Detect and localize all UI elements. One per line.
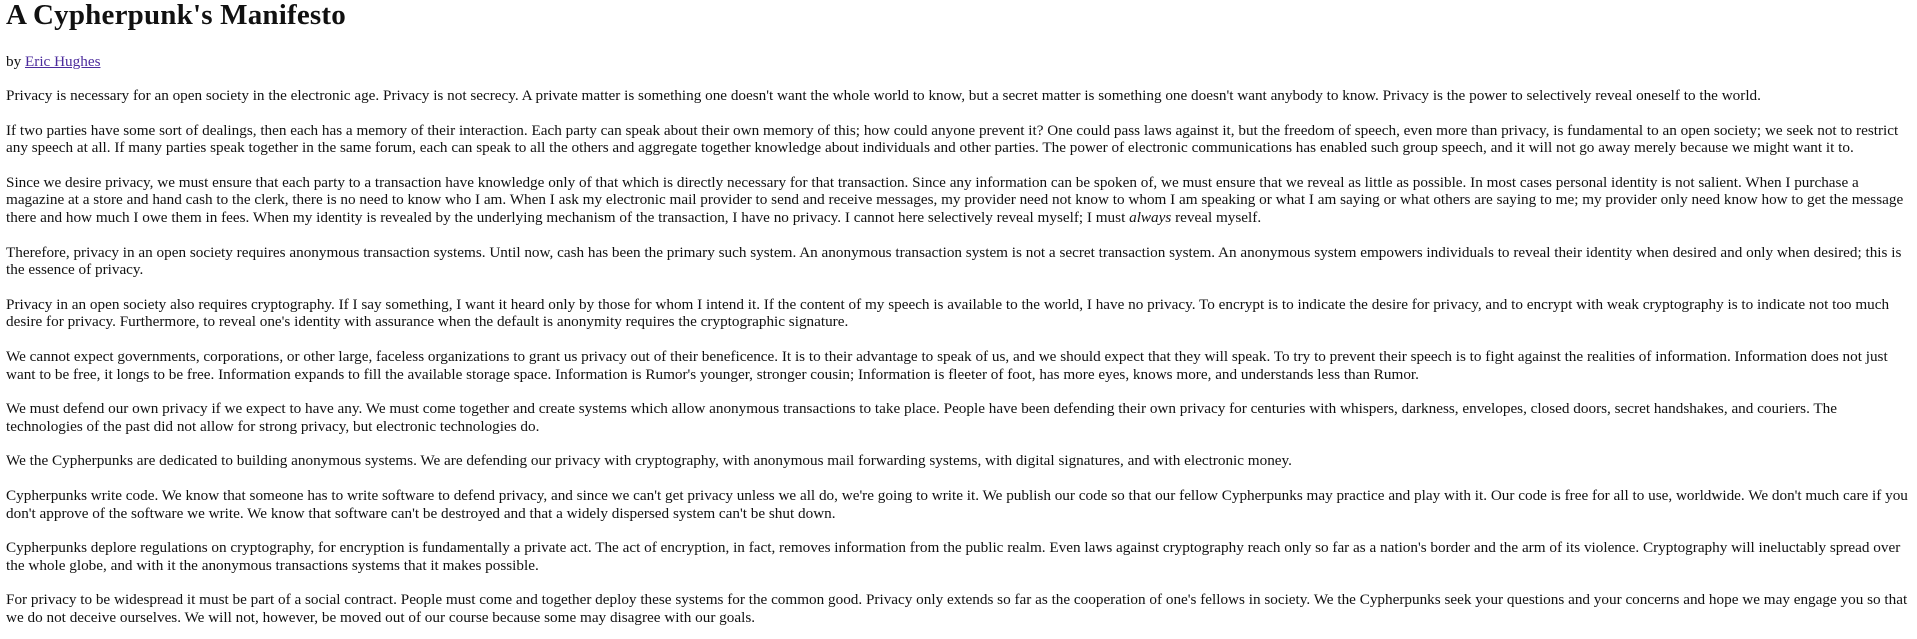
paragraph-2: If two parties have some sort of dealings, then each has a memory of their interaction. Each party can speak about their own memory of this; how could anyone prevent it? One could pass laws against it, but the freedom of speech, even more than privacy, is fundamental to an open society; we seek not to restrict any speech at all. If many parties speak together in the same forum, each can speak to all the others and aggregate together knowledge about individuals and other parties. The power of electronic communications has enabled such group speech, and it will not go away merely because we might want it to. bbox=[6, 121, 1899, 157]
paragraph-5: Privacy in an open society also requires cryptography. If I say something, I want it heard only by those for whom I intend it. If the content of my speech is available to the world, I have no privacy. To encrypt is to indicate the desire for privacy, and to encrypt with weak cryptography is to indicate not too much desire for privacy. Furthermore, to reveal one's identity with assurance when the default is anonymity requires the cryptographic signature. bbox=[6, 295, 1890, 331]
page-title: A Cypherpunk's Manifesto bbox=[6, 0, 346, 31]
byline-prefix: by bbox=[6, 53, 25, 70]
paragraph-10: Cypherpunks deplore regulations on cryptography, for encryption is fundamentally a private act. The act of encryption, in fact, removes information from the public realm. Even laws against cryptography reach only so far as a nation's border and the arm of its violence. Cryptography will ineluctably spread over the whole globe, and with it the anonymous transactions systems that it makes possible. bbox=[6, 539, 1901, 574]
paragraph-3-text: Since we desire privacy, we must ensure that each party to a transaction have knowledge only of that which is directly necessary for that transaction. Since any information can be spoken of, we must ensure that we reveal as little as possible. In most cases personal identity is not salient. When I purchase a magazine at a store and hand cash to the clerk, there is no need to know who I am. When I ask my electronic mail provider to send and receive messages, my provider need not know to whom I am speaking or what I am saying or what others are saying to me; my provider only need know how to get the message there and how much I owe them in fees. When my identity is revealed by the underlying mechanism of the transaction, I have no privacy. I cannot here selectively reveal myself; I must bbox=[6, 173, 1904, 226]
author-link[interactable]: Eric Hughes bbox=[24, 53, 101, 70]
paragraph-3-emphasis: always bbox=[1129, 208, 1172, 226]
byline bbox=[6, 53, 1911, 71]
paragraph-1: Privacy is necessary for an open society in the electronic age. Privacy is not secrecy. A private matter is something one doesn't want the whole world to know, but a secret matter is something one doesn't want anybody to know. Privacy is the power to selectively reveal oneself to the world. bbox=[6, 87, 1761, 104]
paragraph-6: We cannot expect governments, corporations, or other large, faceless organizations to grant us privacy out of their beneficence. It is to their advantage to speak of us, and we should expect that they will speak. To try to prevent their speech is to fight against the realities of information. Information does not just want to be free, it longs to be free. Information expands to fill the available storage space. Information is Rumor's younger, stronger cousin; Information is fleeter of foot, has more eyes, knows more, and understands less than Rumor. bbox=[6, 347, 1888, 383]
paragraph-8: We the Cypherpunks are dedicated to building anonymous systems. We are defending our privacy with cryptography, with anonymous mail forwarding systems, with digital signatures, and with electronic money. bbox=[6, 452, 1292, 470]
paragraph-3 bbox=[6, 174, 1911, 227]
paragraph-9: Cypherpunks write code. We know that someone has to write software to defend privacy, and since we can't get privacy unless we all do, we're going to write it. We publish our code so that our fellow Cypherpunks may practice and play with it. Our code is free for all to use, worldwide. We don't much care if you don't approve of the software we write. We know that software can't be destroyed and that a widely dispersed system can't be shut down. bbox=[6, 486, 1908, 522]
paragraph-4: Therefore, privacy in an open society requires anonymous transaction systems. Until now, cash has been the primary such system. An anonymous transaction system is not a secret transaction system. An anonymous system empowers individuals to reveal their identity when desired and only when desired; this is the essence of privacy. bbox=[6, 243, 1902, 279]
paragraph-7: We must defend our own privacy if we expect to have any. We must come together and create systems which allow anonymous transactions to take place. People have been defending their own privacy for centuries with whispers, darkness, envelopes, closed doors, secret handshakes, and couriers. The technologies of the past did not allow for strong privacy, but electronic technologies do. bbox=[6, 400, 1838, 435]
paragraph-11: For privacy to be widespread it must be part of a social contract. People must come and together deploy these systems for the common good. Privacy only extends so far as the cooperation of one's fellows in society. We the Cypherpunks seek your questions and your concerns and hope we may engage you so that we do not deceive ourselves. We will not, however, be moved out of our course because some may disagree with our goals. bbox=[6, 591, 1908, 626]
paragraph-3-text-end: reveal myself. bbox=[1171, 208, 1262, 226]
